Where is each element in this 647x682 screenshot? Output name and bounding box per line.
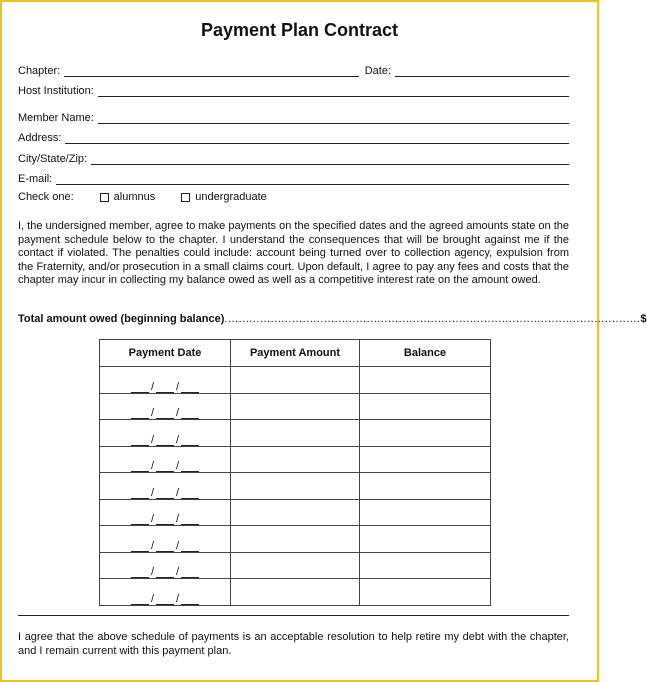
table-row — [100, 499, 491, 526]
date-part-blank[interactable] — [131, 460, 149, 472]
balance-cell[interactable] — [360, 499, 491, 526]
date-separator: / — [150, 513, 154, 525]
page-title: Payment Plan Contract — [200, 20, 399, 40]
date-field[interactable] — [395, 65, 569, 77]
date-part-blank[interactable] — [181, 566, 199, 578]
date-separator: / — [150, 433, 154, 446]
host-institution-row — [18, 81, 569, 97]
payment-date-header: Payment Date — [100, 340, 231, 367]
payment-amount-cell[interactable] — [231, 499, 360, 526]
email-row — [18, 169, 569, 185]
payment-date-cell[interactable] — [100, 367, 231, 394]
date-blank[interactable] — [100, 473, 230, 499]
date-part-blank[interactable] — [131, 407, 149, 419]
date-blank[interactable] — [100, 579, 230, 605]
date-part-blank[interactable] — [156, 566, 174, 578]
undergraduate-label: undergraduate — [195, 191, 267, 203]
member-name-label: Member Name: — [18, 112, 94, 124]
table-row — [100, 526, 491, 553]
city-state-zip-field[interactable] — [91, 153, 569, 165]
date-part-blank[interactable] — [156, 487, 174, 499]
payment-amount-cell[interactable] — [231, 552, 360, 579]
date-blank[interactable] — [100, 553, 230, 579]
payment-date-cell[interactable] — [100, 499, 231, 526]
balance-cell[interactable] — [360, 473, 491, 500]
total-amount-label: Total amount owed (beginning balance) — [18, 313, 225, 325]
date-blank[interactable] — [100, 526, 230, 552]
city-state-zip-label: City/State/Zip: — [18, 153, 88, 165]
address-row — [18, 128, 569, 144]
host-institution-field[interactable] — [98, 85, 569, 97]
schedule-body — [100, 367, 491, 606]
host-institution-label: Host Institution: — [18, 85, 94, 97]
member-name-row — [18, 108, 569, 124]
chapter-date-row — [18, 61, 569, 77]
currency-symbol: $ — [640, 313, 647, 325]
total-amount-row — [18, 313, 647, 325]
table-row — [100, 473, 491, 500]
date-separator: / — [176, 592, 180, 605]
date-part-blank[interactable] — [156, 593, 174, 605]
date-blank[interactable] — [100, 447, 230, 473]
check-one-row — [18, 191, 267, 203]
date-part-blank[interactable] — [131, 513, 149, 525]
address-label: Address: — [18, 132, 62, 144]
payment-date-cell[interactable] — [100, 393, 231, 420]
alumnus-checkbox[interactable] — [100, 193, 109, 202]
payment-amount-cell[interactable] — [231, 473, 360, 500]
balance-cell[interactable] — [360, 446, 491, 473]
payment-amount-cell[interactable] — [231, 420, 360, 447]
undergraduate-checkbox[interactable] — [181, 193, 190, 202]
table-row — [100, 367, 491, 394]
payment-amount-cell[interactable] — [231, 446, 360, 473]
table-header-row — [100, 340, 491, 367]
date-separator: / — [176, 566, 180, 578]
total-amount-leader: ..................................................................................................................... — [224, 313, 641, 325]
date-separator: / — [150, 460, 154, 472]
date-separator: / — [150, 592, 154, 605]
date-part-blank[interactable] — [156, 460, 174, 472]
email-field[interactable] — [56, 173, 569, 185]
date-separator: / — [150, 566, 154, 578]
payment-amount-header: Payment Amount — [231, 340, 360, 367]
date-part-blank[interactable] — [156, 407, 174, 419]
alumnus-option[interactable] — [100, 191, 156, 203]
date-part-blank[interactable] — [181, 407, 199, 419]
agreement-paragraph: I, the undersigned member, agree to make payments on the specified dates and the agreed amounts state on the payment schedule below to the chapter. I understand the consequences that will be brought against me if the contact if violated. The penalties could include: account being turned over to collection agency, expulsion from the Fraternity, and/or prosecution in a small claims court. Upon default, I agree to pay any fees and costs that the chapter may incur in collecting my balance owed as well as a competitive interest rate on the amount owed. — [18, 220, 569, 287]
member-name-field[interactable] — [98, 112, 569, 124]
date-separator: / — [150, 407, 154, 419]
alumnus-label: alumnus — [113, 191, 156, 203]
payment-date-cell[interactable] — [100, 526, 231, 553]
table-row — [100, 579, 491, 606]
date-blank[interactable] — [100, 394, 230, 420]
date-part-blank[interactable] — [131, 566, 149, 578]
date-part-blank[interactable] — [131, 381, 149, 393]
balance-header: Balance — [360, 340, 491, 367]
payment-amount-cell[interactable] — [231, 579, 360, 606]
balance-cell[interactable] — [360, 579, 491, 606]
date-part-blank[interactable] — [181, 434, 199, 446]
undergraduate-option[interactable] — [181, 191, 267, 203]
chapter-label: Chapter: — [18, 65, 61, 77]
date-blank[interactable] — [100, 420, 230, 446]
date-separator: / — [176, 407, 180, 419]
date-part-blank[interactable] — [156, 513, 174, 525]
divider — [18, 615, 569, 616]
city-state-zip-row — [18, 149, 569, 165]
email-label: E-mail: — [18, 173, 53, 185]
date-part-blank[interactable] — [131, 540, 149, 552]
payment-amount-cell[interactable] — [231, 526, 360, 553]
payment-amount-cell[interactable] — [231, 393, 360, 420]
balance-cell[interactable] — [360, 393, 491, 420]
date-separator: / — [176, 486, 180, 499]
date-part-blank[interactable] — [156, 434, 174, 446]
payment-date-cell[interactable] — [100, 446, 231, 473]
date-separator: / — [176, 380, 180, 393]
date-part-blank[interactable] — [181, 487, 199, 499]
date-separator: / — [176, 460, 180, 472]
address-field[interactable] — [65, 132, 569, 144]
date-part-blank[interactable] — [131, 593, 149, 605]
payment-date-cell[interactable] — [100, 420, 231, 447]
date-part-blank[interactable] — [181, 513, 199, 525]
date-part-blank[interactable] — [156, 540, 174, 552]
date-part-blank[interactable] — [131, 487, 149, 499]
table-row — [100, 552, 491, 579]
balance-cell[interactable] — [360, 526, 491, 553]
date-separator: / — [176, 539, 180, 552]
date-separator: / — [150, 486, 154, 499]
date-separator: / — [150, 539, 154, 552]
date-blank[interactable] — [100, 500, 230, 526]
payment-date-cell[interactable] — [100, 473, 231, 500]
balance-cell[interactable] — [360, 552, 491, 579]
date-part-blank[interactable] — [181, 381, 199, 393]
balance-cell[interactable] — [360, 420, 491, 447]
date-separator: / — [176, 433, 180, 446]
table-row — [100, 393, 491, 420]
date-separator: / — [150, 380, 154, 393]
date-part-blank[interactable] — [156, 381, 174, 393]
date-part-blank[interactable] — [181, 460, 199, 472]
payment-schedule-table — [99, 339, 491, 606]
balance-cell[interactable] — [360, 367, 491, 394]
payment-amount-cell[interactable] — [231, 367, 360, 394]
footer-statement: I agree that the above schedule of payments is an acceptable resolution to help retire my debt with the chapter, and I remain current with this payment plan. — [18, 631, 569, 657]
date-part-blank[interactable] — [181, 540, 199, 552]
table-row — [100, 420, 491, 447]
date-part-blank[interactable] — [181, 593, 199, 605]
date-label: Date: — [364, 65, 391, 77]
date-blank[interactable] — [100, 367, 230, 393]
check-one-label: Check one: — [18, 191, 74, 203]
chapter-field[interactable] — [64, 65, 359, 77]
date-part-blank[interactable] — [131, 434, 149, 446]
payment-date-cell[interactable] — [100, 552, 231, 579]
payment-date-cell[interactable] — [100, 579, 231, 606]
date-separator: / — [176, 513, 180, 525]
table-row — [100, 446, 491, 473]
